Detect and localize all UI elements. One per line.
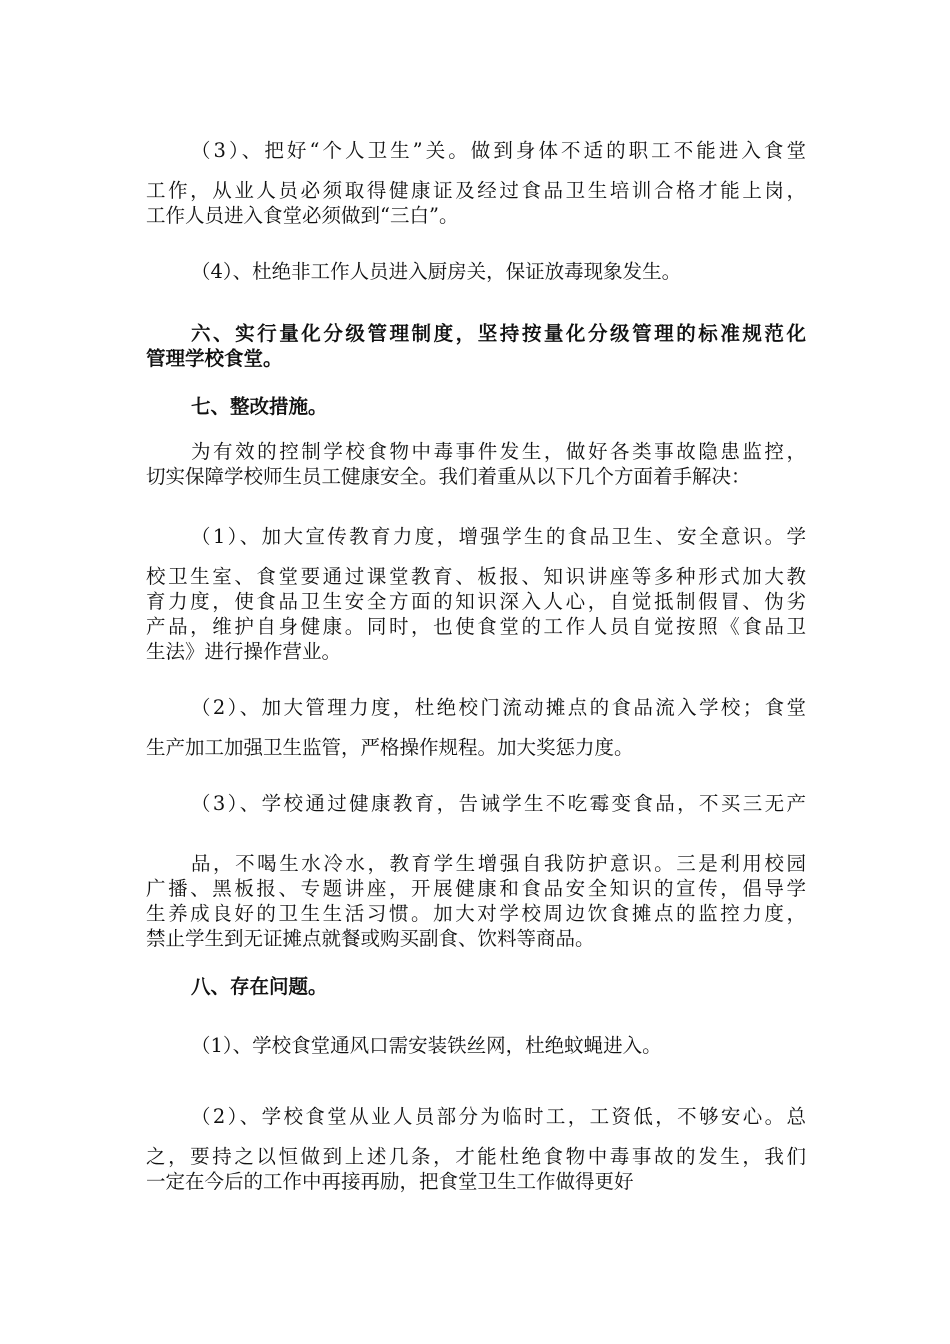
hygiene-para-line: 工作人员进入食堂必须做到“三白”。 xyxy=(146,204,459,227)
measure-3-line: 品，不喝生水冷水，教育学生增强自我防护意识。三是利用校园 xyxy=(191,852,806,875)
measure-2-line: （2）、加大管理力度，杜绝校门流动摊点的食品流入学校；食堂 xyxy=(191,696,806,719)
measure-1-line: 生法》进行操作营业。 xyxy=(146,640,342,663)
section-8-heading: 八、存在问题。 xyxy=(191,975,328,998)
measure-1-line: 校卫生室、食堂要通过课堂教育、板报、知识讲座等多种形式加大教 xyxy=(146,565,806,588)
section-7-intro-line: 切实保障学校师生员工健康安全。我们着重从以下几个方面着手解决： xyxy=(146,465,751,488)
problem-2-line: （2）、学校食堂从业人员部分为临时工，工资低，不够安心。总 xyxy=(191,1105,806,1128)
measure-3-line: （3）、学校通过健康教育，告诫学生不吃霉变食品，不买三无产 xyxy=(191,792,806,815)
section-7-intro-line: 为有效的控制学校食物中毒事件发生，做好各类事故隐患监控， xyxy=(191,440,806,463)
section-6-heading: 六、实行量化分级管理制度，坚持按量化分级管理的标准规范化 xyxy=(191,322,806,345)
measure-1-line: （1）、加大宣传教育力度，增强学生的食品卫生、安全意识。学 xyxy=(191,525,806,548)
problem-1-line: （1）、学校食堂通风口需安装铁丝网，杜绝蚊蝇进入。 xyxy=(191,1034,662,1057)
measure-3-line: 广播、黑板报、专题讲座，开展健康和食品安全知识的宣传，倡导学 xyxy=(146,877,806,900)
hygiene-para-line: （3）、把好“个人卫生”关。做到身体不适的职工不能进入食堂 xyxy=(191,139,806,162)
hygiene-para-line: 工作，从业人员必须取得健康证及经过食品卫生培训合格才能上岗， xyxy=(146,179,806,202)
section-6-heading: 管理学校食堂。 xyxy=(146,347,283,370)
section-7-heading: 七、整改措施。 xyxy=(191,395,328,418)
measure-2-line: 生产加工加强卫生监管，严格操作规程。加大奖惩力度。 xyxy=(146,736,634,759)
measure-1-line: 产品，维护自身健康。同时，也使食堂的工作人员自觉按照《食品卫 xyxy=(146,615,806,638)
measure-1-line: 育力度，使食品卫生安全方面的知识深入人心，自觉抵制假冒、伪劣 xyxy=(146,590,806,613)
entry-control-para: （4）、杜绝非工作人员进入厨房关，保证放毒现象发生。 xyxy=(191,260,682,283)
measure-3-line: 生养成良好的卫生生活习惯。加大对学校周边饮食摊点的监控力度， xyxy=(146,902,806,925)
measure-3-line: 禁止学生到无证摊点就餐或购买副食、饮料等商品。 xyxy=(146,927,595,950)
problem-2-line: 之，要持之以恒做到上述几条，才能杜绝食物中毒事故的发生，我们 xyxy=(146,1145,806,1168)
problem-2-line: 一定在今后的工作中再接再励，把食堂卫生工作做得更好 xyxy=(146,1170,634,1193)
